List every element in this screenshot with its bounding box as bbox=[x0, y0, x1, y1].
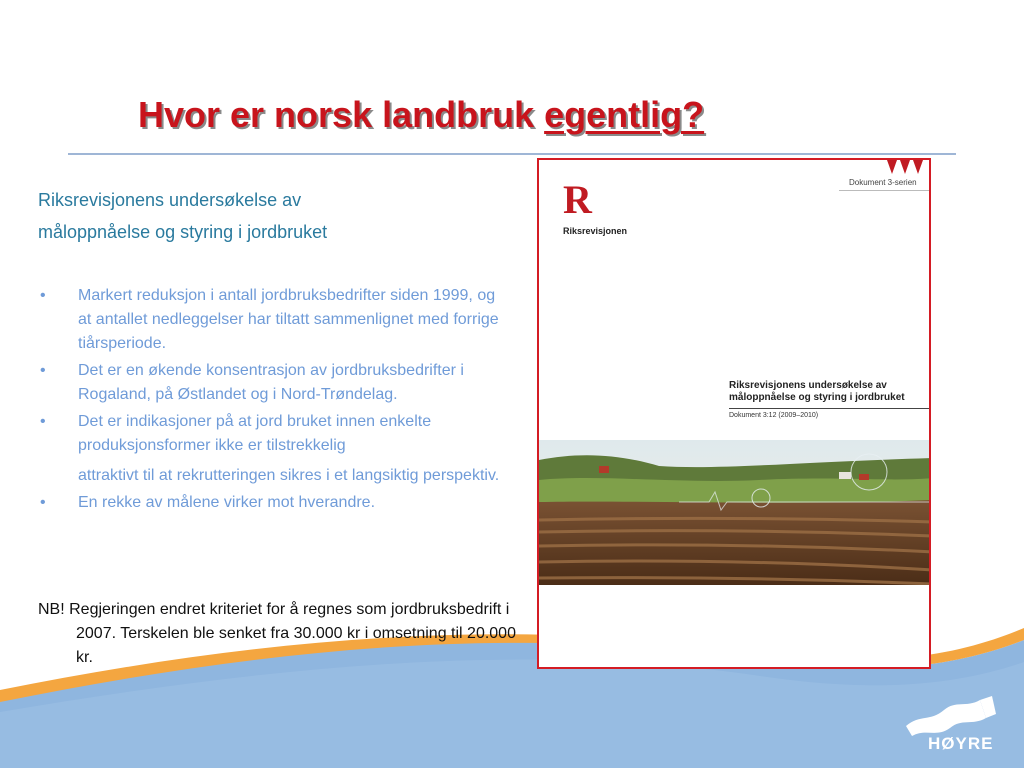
bullet-marker: • bbox=[40, 494, 46, 511]
bullet-text: En rekke av målene virker mot hverandre. bbox=[78, 494, 376, 511]
bullet-text: Det er en økende konsentrasjon av jordbruksbedrifter i Rogaland, på Østlandet og i Nord-Trøndelag. bbox=[78, 362, 464, 403]
hoyre-logo-text: HØYRE bbox=[928, 734, 994, 753]
farmland-photo bbox=[539, 440, 931, 585]
document-number: Dokument 3:12 (2009–2010) bbox=[729, 412, 819, 419]
intro-line-2: måloppnåelse og styring i jordbruket bbox=[38, 222, 328, 242]
bullet-text: Det er indikasjoner på at jord bruket innen enkelte produksjonsformer ikke er tilstrekkelig bbox=[78, 413, 432, 454]
chevron-logo-icon bbox=[887, 160, 927, 178]
bullet-marker: • bbox=[40, 287, 46, 304]
document-title: Riksrevisjonens undersøkelse av måloppnåelse og styring i jordbruket bbox=[729, 380, 905, 403]
intro-text bbox=[38, 184, 518, 248]
title-text: Hvor er norsk landbruk bbox=[138, 94, 535, 135]
bullet-text: Markert reduksjon i antall jordbruksbedrifter siden 1999, og at antallet nedleggelser har tiltatt sammenlignet med forrige tiårsperiode. bbox=[78, 287, 499, 352]
logo-name: Riksrevisjonen bbox=[563, 226, 628, 236]
list-item bbox=[38, 410, 508, 488]
list-item bbox=[38, 491, 508, 515]
title-emphasis: egentlig? bbox=[544, 94, 705, 135]
bullet-list bbox=[38, 284, 508, 518]
slide-title bbox=[138, 94, 958, 136]
nb-note: NB! Regjeringen endret kriteriet for å regnes som jordbruksbedrift i 2007. Terskelen ble senket fra 30.000 kr i omsetning til 20.000 kr. bbox=[38, 601, 516, 666]
bullet-marker: • bbox=[40, 413, 46, 430]
intro-line-1: Riksrevisjonens undersøkelse av bbox=[38, 190, 302, 210]
hoyre-flag-icon bbox=[900, 696, 1004, 736]
bullet-marker: • bbox=[40, 362, 46, 379]
list-item bbox=[38, 359, 508, 407]
series-label: Dokument 3-serien bbox=[849, 178, 917, 187]
report-cover-image bbox=[537, 158, 931, 669]
list-item bbox=[38, 284, 508, 356]
riksrevisjonen-logo-icon: R bbox=[563, 177, 590, 222]
bullet-text-continued: attraktivt til at rekrutteringen sikres i et langsiktig perspektiv. bbox=[78, 467, 500, 484]
series-divider bbox=[839, 190, 929, 191]
document-divider bbox=[729, 408, 931, 409]
title-divider bbox=[68, 153, 956, 155]
